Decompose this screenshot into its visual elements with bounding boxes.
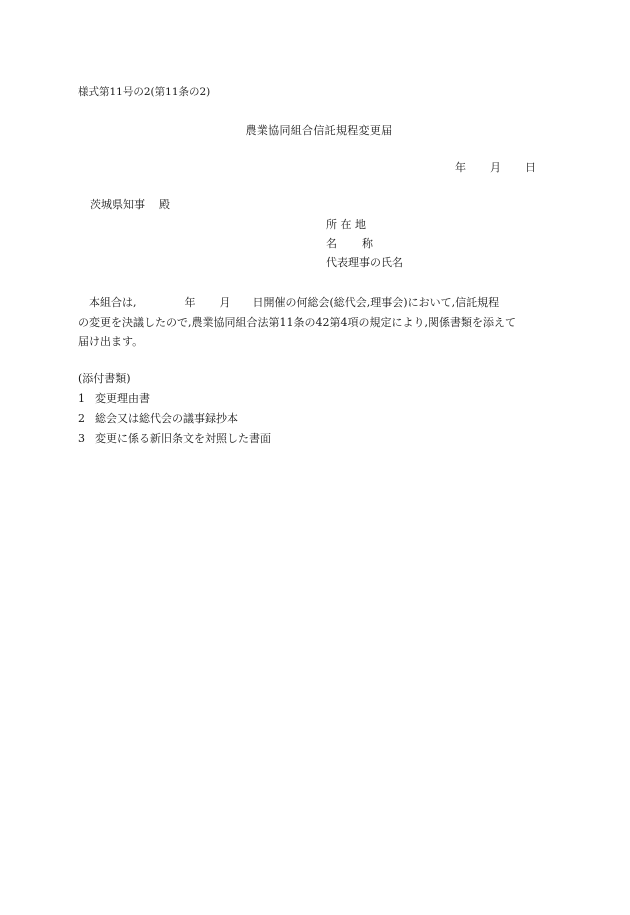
attachment-number: 2 [78,412,85,425]
attachments-heading: (添付書類) [78,372,131,385]
addressee-honorific: 殿 [159,198,170,211]
addressee [90,198,170,212]
date-year-label: 年 [455,161,466,174]
location-label: 所 在 地 [326,218,366,231]
attachment-text: 総会又は総代会の議事録抄本 [95,412,238,425]
attachment-item [78,429,271,449]
attachment-item [78,389,271,409]
date-day-label: 日 [525,161,536,174]
attachment-number: 1 [78,392,85,405]
name-label [326,237,403,256]
attachments-section [78,369,271,449]
body-line-2: の変更を決議したので,農業協同組合法第11条の42第4項の規定により,関係書類を添えて [78,315,516,329]
name-label-part-1: 名 [326,237,337,250]
body-line-1-a: 本組合は, [89,296,137,309]
body-year: 年 [184,296,196,309]
attachment-number: 3 [78,432,85,445]
date-line [455,161,536,175]
body-line-1-d: 日開催の何総会(総代会,理事会)において,信託規程 [252,296,500,309]
attachment-text: 変更に係る新旧条文を対照した書面 [95,432,271,445]
representative-label: 代表理事の氏名 [326,256,403,269]
notification-body [78,293,550,352]
date-month-label: 月 [490,161,501,174]
body-line-1 [78,293,550,313]
document-title: 農業協同組合信託規程変更届 [245,124,393,137]
name-label-part-2: 称 [362,237,373,250]
addressee-name: 茨城県知事 [90,198,145,211]
attachment-item [78,409,271,429]
body-month: 月 [219,296,231,309]
form-number: 様式第11号の2(第11条の2) [78,86,211,98]
attachment-text: 変更理由書 [95,392,150,405]
body-line-3: 届け出ます。 [78,335,144,348]
applicant-block [326,218,403,275]
